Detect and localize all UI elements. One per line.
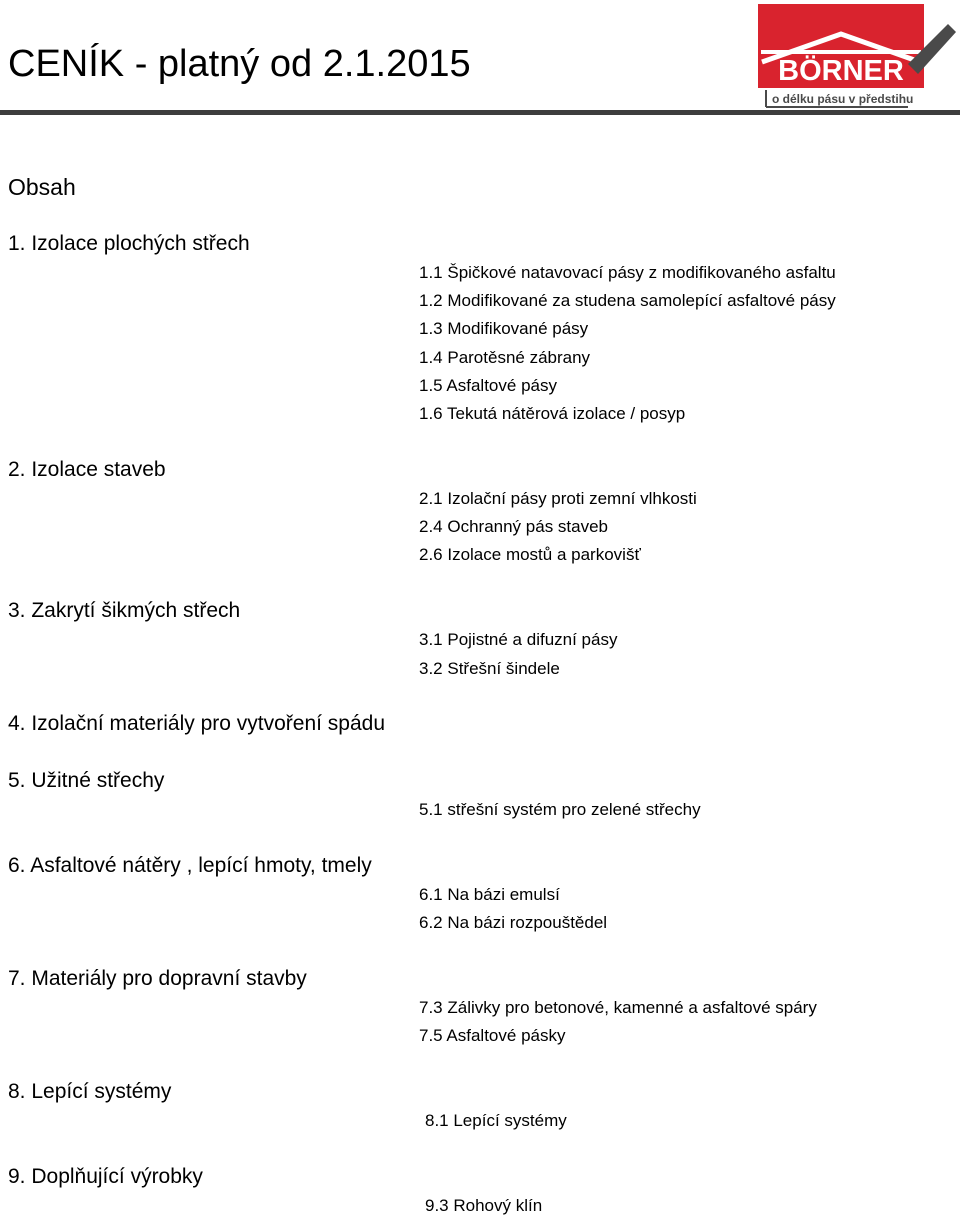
toc-item-1-1: 1.1 Špičkové natavovací pásy z modifikovaného asfaltu	[419, 263, 836, 282]
toc-chapter-8: 8. Lepící systémy	[8, 1080, 172, 1103]
toc-item-1-6: 1.6 Tekutá nátěrová izolace / posyp	[419, 404, 686, 423]
toc-chapter-5: 5. Užitné střechy	[8, 769, 165, 792]
borner-logo	[758, 4, 956, 110]
toc-chapter-3: 3. Zakrytí šikmých střech	[8, 599, 241, 622]
toc-item-2-6: 2.6 Izolace mostů a parkovišť	[419, 545, 641, 564]
toc-chapter-4: 4. Izolační materiály pro vytvoření spádu	[8, 712, 386, 735]
toc-item-8-1: 8.1 Lepící systémy	[425, 1111, 567, 1130]
toc-item-6-2: 6.2 Na bázi rozpouštědel	[419, 913, 608, 932]
toc-item-3-2: 3.2 Střešní šindele	[419, 659, 560, 678]
toc-chapter-1: 1. Izolace plochých střech	[8, 232, 250, 255]
toc-chapter-6: 6. Asfaltové nátěry , lepící hmoty, tmely	[8, 854, 372, 877]
toc-item-2-4: 2.4 Ochranný pás staveb	[419, 517, 609, 536]
toc-item-1-2: 1.2 Modifikované za studena samolepící asfaltové pásy	[419, 291, 836, 310]
toc-chapter-2: 2. Izolace staveb	[8, 458, 166, 481]
toc-item-6-1: 6.1 Na bázi emulsí	[419, 885, 560, 904]
toc-item-2-1: 2.1 Izolační pásy proti zemní vlhkosti	[419, 489, 697, 508]
header-divider	[0, 110, 960, 115]
toc-item-7-3: 7.3 Zálivky pro betonové, kamenné a asfaltové spáry	[419, 998, 817, 1017]
toc-chapter-7: 7. Materiály pro dopravní stavby	[8, 967, 307, 990]
toc-item-3-1: 3.1 Pojistné a difuzní pásy	[419, 630, 618, 649]
toc-item-9-3: 9.3 Rohový klín	[425, 1196, 543, 1215]
toc-chapter-9: 9. Doplňující výrobky	[8, 1165, 203, 1188]
toc-item-1-5: 1.5 Asfaltové pásy	[419, 376, 557, 395]
logo-brand: BÖRNER	[778, 55, 904, 87]
logo-tagline: o délku pásu v předstihu	[772, 92, 914, 106]
toc-item-7-5: 7.5 Asfaltové pásky	[419, 1026, 566, 1045]
page-title: CENÍK - platný od 2.1.2015	[8, 43, 471, 85]
toc-item-1-4: 1.4 Parotěsné zábrany	[419, 348, 591, 367]
toc-item-1-3: 1.3 Modifikované pásy	[419, 319, 589, 338]
toc-heading: Obsah	[8, 174, 76, 200]
toc-item-5-1: 5.1 střešní systém pro zelené střechy	[419, 800, 701, 819]
